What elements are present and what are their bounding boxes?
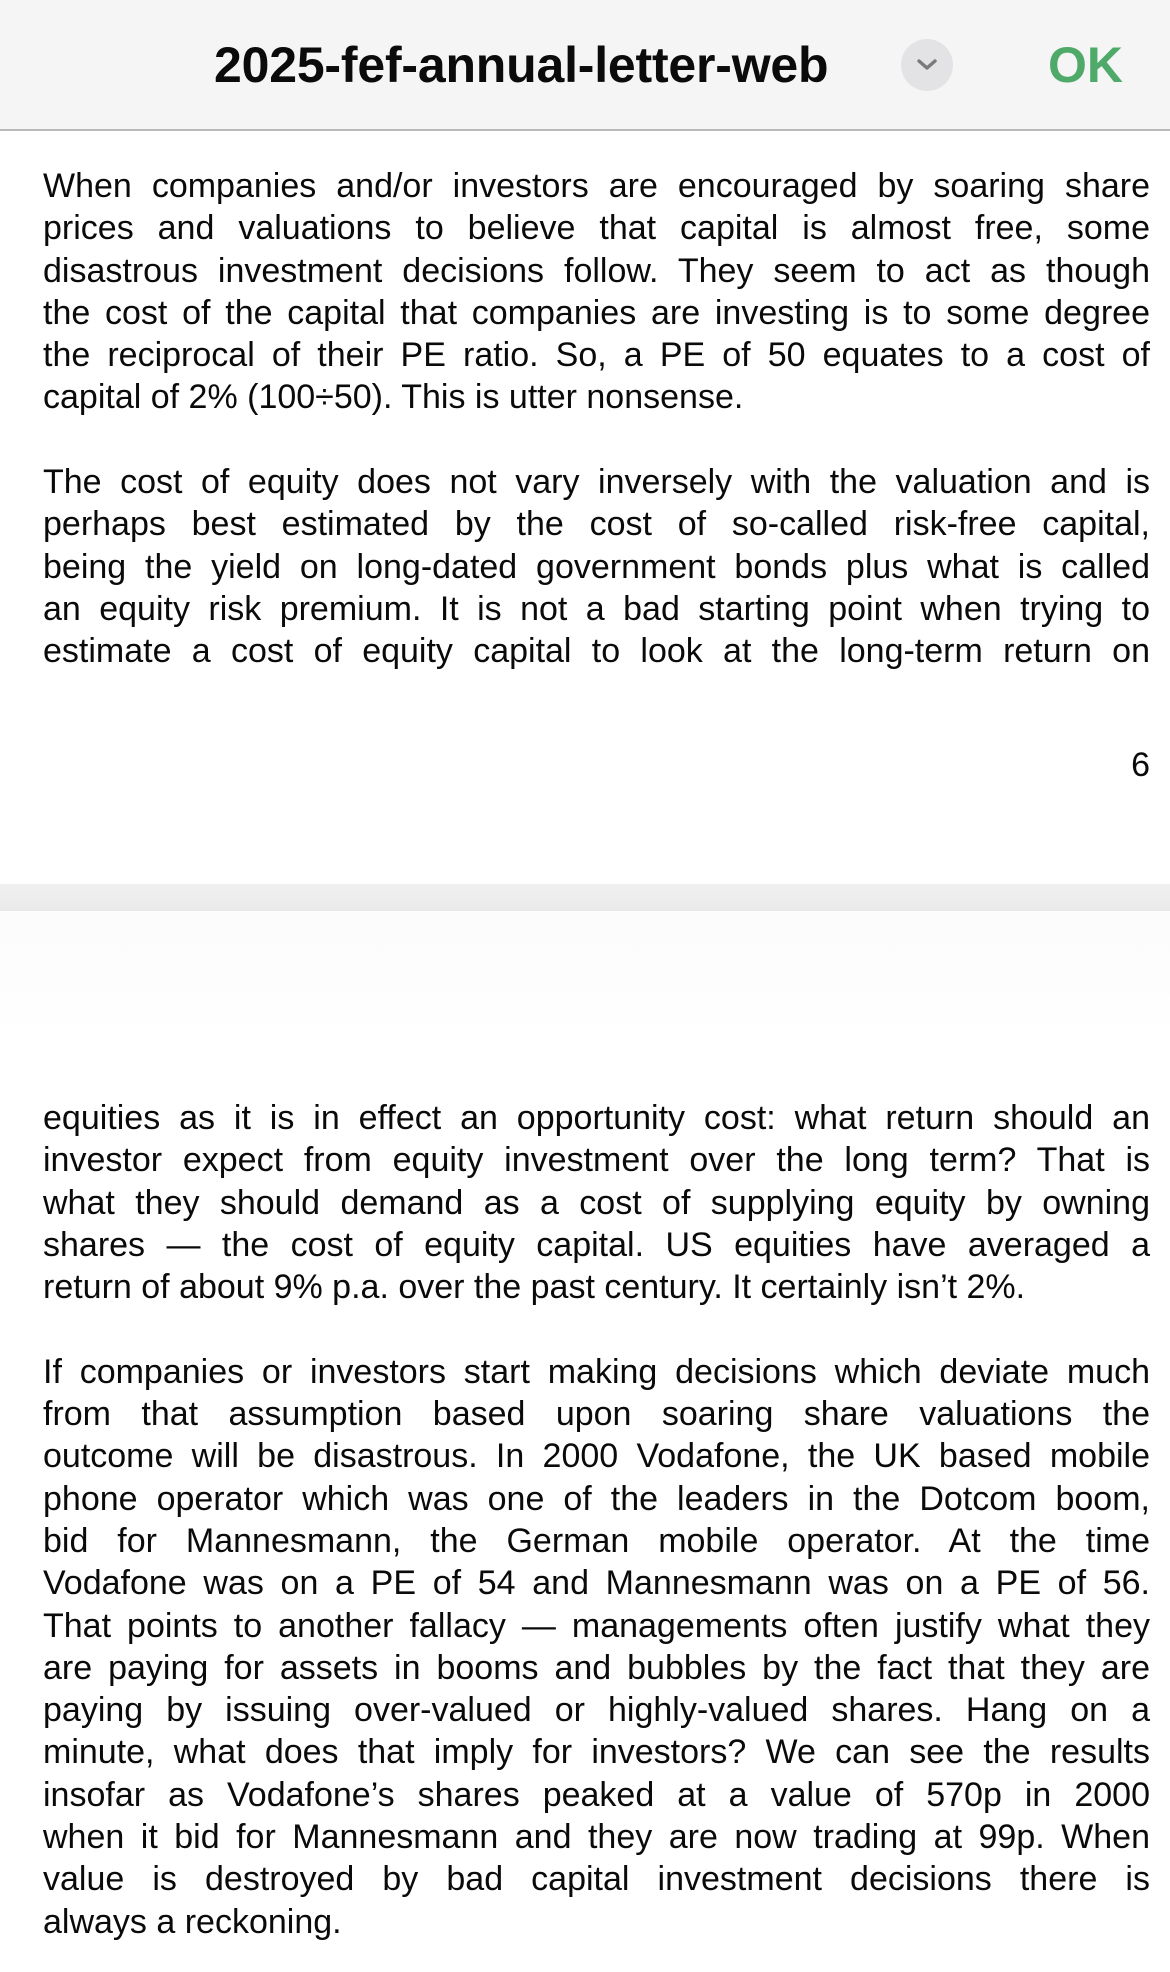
paragraph bbox=[43, 1351, 1150, 1943]
text-line: return of about 9% p.a. over the past century. It certainly isn’t 2%. bbox=[43, 1268, 1026, 1307]
text-line: value is destroyed by bad capital investment decisions there is bbox=[43, 1860, 1150, 1899]
page-separator bbox=[0, 884, 1170, 911]
page-7-text bbox=[43, 1097, 1150, 1943]
text-line: estimate a cost of equity capital to look at the long-term return on bbox=[43, 632, 1150, 671]
text-line: always a reckoning. bbox=[43, 1902, 342, 1941]
text-line: when it bid for Mannesmann and they are now trading at 99p. When bbox=[43, 1818, 1150, 1857]
text-line: outcome will be disastrous. In 2000 Vodafone, the UK based mobile bbox=[43, 1437, 1150, 1476]
text-line: bid for Mannesmann, the German mobile operator. At the time bbox=[43, 1521, 1150, 1560]
text-line: investor expect from equity investment over the long term? That is bbox=[43, 1141, 1150, 1180]
document-header bbox=[0, 0, 1170, 131]
text-line: being the yield on long-dated government bonds plus what is called bbox=[43, 547, 1150, 586]
page-top-margin bbox=[0, 911, 1170, 1033]
text-line: what they should demand as a cost of supplying equity by owning bbox=[43, 1183, 1150, 1222]
text-line: That points to another fallacy — managements often justify what they bbox=[43, 1606, 1150, 1645]
paragraph bbox=[43, 1097, 1150, 1308]
paragraph-gap bbox=[43, 419, 1150, 461]
page-6-text bbox=[43, 165, 1150, 673]
text-line: capital of 2% (100÷50). This is utter nonsense. bbox=[43, 378, 744, 417]
text-line: phone operator which was one of the leaders in the Dotcom boom, bbox=[43, 1479, 1150, 1518]
title-menu-button[interactable] bbox=[901, 39, 953, 91]
document-title[interactable]: 2025-fef-annual-letter-web bbox=[214, 37, 829, 93]
text-line: paying by issuing over-valued or highly-valued shares. Hang on a bbox=[43, 1691, 1150, 1730]
text-line: shares — the cost of equity capital. US equities have averaged a bbox=[43, 1225, 1150, 1264]
text-line: disastrous investment decisions follow. They seem to act as though bbox=[43, 251, 1150, 290]
text-line: If companies or investors start making decisions which deviate much bbox=[43, 1352, 1150, 1391]
text-line: Vodafone was on a PE of 54 and Mannesmann was on a PE of 56. bbox=[43, 1564, 1150, 1603]
chevron-down-icon bbox=[915, 55, 939, 75]
text-line: The cost of equity does not vary inversely with the valuation and is bbox=[43, 463, 1150, 502]
paragraph-gap bbox=[43, 1308, 1150, 1350]
text-line: the reciprocal of their PE ratio. So, a PE of 50 equates to a cost of bbox=[43, 336, 1150, 375]
text-line: When companies and/or investors are encouraged by soaring share bbox=[43, 167, 1150, 205]
paragraph bbox=[43, 461, 1150, 672]
paragraph bbox=[43, 165, 1150, 419]
text-line: equities as it is in effect an opportunity cost: what return should an bbox=[43, 1099, 1150, 1137]
text-line: perhaps best estimated by the cost of so-called risk-free capital, bbox=[43, 505, 1150, 544]
text-line: minute, what does that imply for investors? We can see the results bbox=[43, 1733, 1150, 1772]
text-line: the cost of the capital that companies are investing is to some degree bbox=[43, 293, 1150, 332]
text-line: from that assumption based upon soaring share valuations the bbox=[43, 1395, 1150, 1434]
text-line: prices and valuations to believe that capital is almost free, some bbox=[43, 209, 1150, 248]
ok-button[interactable]: OK bbox=[1048, 37, 1123, 93]
page-number: 6 bbox=[1131, 746, 1150, 784]
text-line: an equity risk premium. It is not a bad starting point when trying to bbox=[43, 589, 1150, 628]
text-line: are paying for assets in booms and bubbles by the fact that they are bbox=[43, 1648, 1150, 1687]
text-line: insofar as Vodafone’s shares peaked at a value of 570p in 2000 bbox=[43, 1775, 1150, 1814]
